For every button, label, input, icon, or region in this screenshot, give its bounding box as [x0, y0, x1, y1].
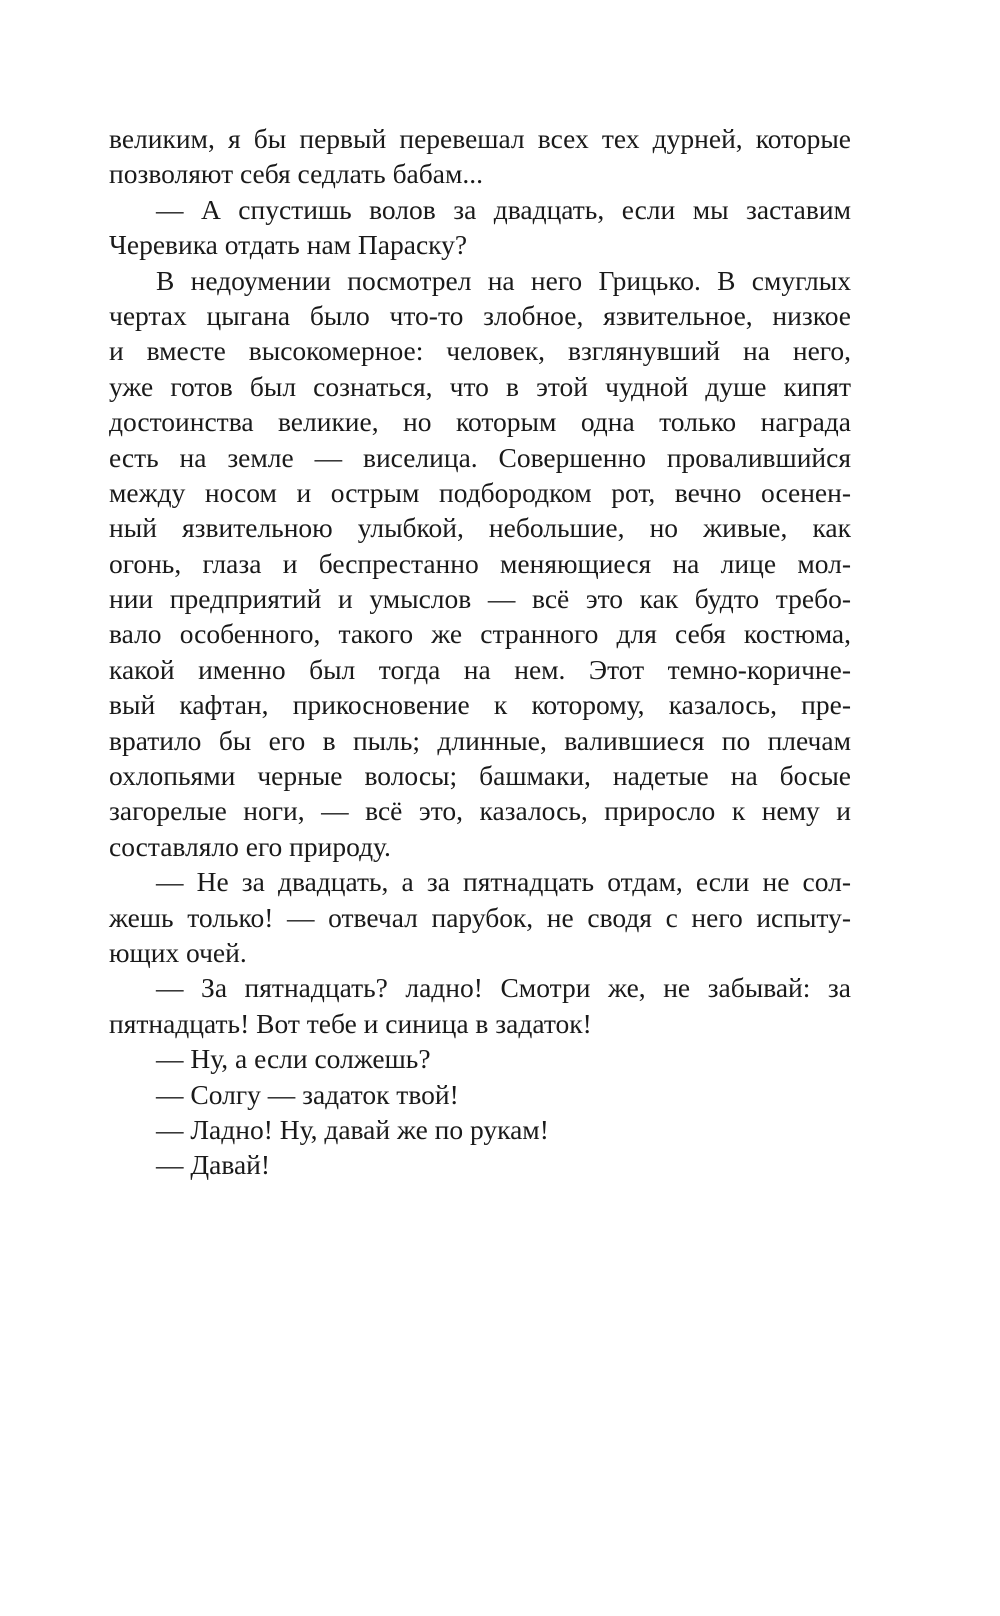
text-line: достоинства великие, но которым одна только награда — [109, 406, 851, 438]
text-line: вый кафтан, прикосновение к которому, казалось, пре- — [109, 689, 851, 721]
text-line: пятнадцать! Вот тебе и синица в задаток! — [109, 1007, 592, 1039]
text-line: какой именно был тогда на нем. Этот темно-коричне- — [109, 653, 851, 685]
text-line: и вместе высокомерное: человек, взглянувший на него, — [109, 335, 851, 367]
text-line: — Давай! — [156, 1149, 271, 1181]
text-line: позволяют себя седлать бабам... — [109, 158, 483, 190]
text-line: — Ну, а если солжешь? — [156, 1043, 431, 1075]
text-line: — Солгу — задаток твой! — [156, 1078, 459, 1110]
text-line: — Не за двадцать, а за пятнадцать отдам, если не сол- — [156, 866, 851, 898]
text-line: вратило бы его в пыль; длинные, валившиеся по плечам — [109, 724, 851, 756]
body-text — [109, 121, 851, 1183]
text-line: огонь, глаза и беспрестанно меняющиеся на лице мол- — [109, 547, 851, 579]
text-line: В недоумении посмотрел на него Грицько. В смуглых — [156, 264, 851, 296]
text-line: жешь только! — отвечал парубок, не сводя с него испыту- — [109, 901, 851, 933]
text-line: чертах цыгана было что-то злобное, язвительное, низкое — [109, 299, 851, 331]
text-line: между носом и острым подбородком рот, вечно осенен- — [109, 476, 851, 508]
text-line: — Ладно! Ну, давай же по рукам! — [156, 1113, 549, 1145]
text-line: вало особенного, такого же странного для себя костюма, — [109, 618, 851, 650]
text-line: — А спустишь волов за двадцать, если мы заставим — [156, 193, 851, 225]
text-line: загорелые ноги, — всё это, казалось, приросло к нему и — [109, 795, 851, 827]
text-line: великим, я бы первый перевешал всех тех дурней, которые — [109, 123, 851, 154]
text-line: ный язвительною улыбкой, небольшие, но живые, как — [109, 512, 851, 544]
text-line: составляло его природу. — [109, 830, 391, 862]
text-line: — За пятнадцать? ладно! Смотри же, не забывай: за — [156, 972, 851, 1004]
text-line: Черевика отдать нам Параску? — [109, 229, 468, 261]
text-line: нии предприятий и умыслов — всё это как будто требо- — [109, 583, 851, 615]
text-line: есть на земле — виселица. Совершенно провалившийся — [109, 441, 851, 473]
text-line: ющих очей. — [109, 936, 247, 968]
text-line: уже готов был сознаться, что в этой чудной душе кипят — [109, 370, 851, 402]
text-line: охлопьями черные волосы; башмаки, надетые на босые — [109, 760, 851, 792]
